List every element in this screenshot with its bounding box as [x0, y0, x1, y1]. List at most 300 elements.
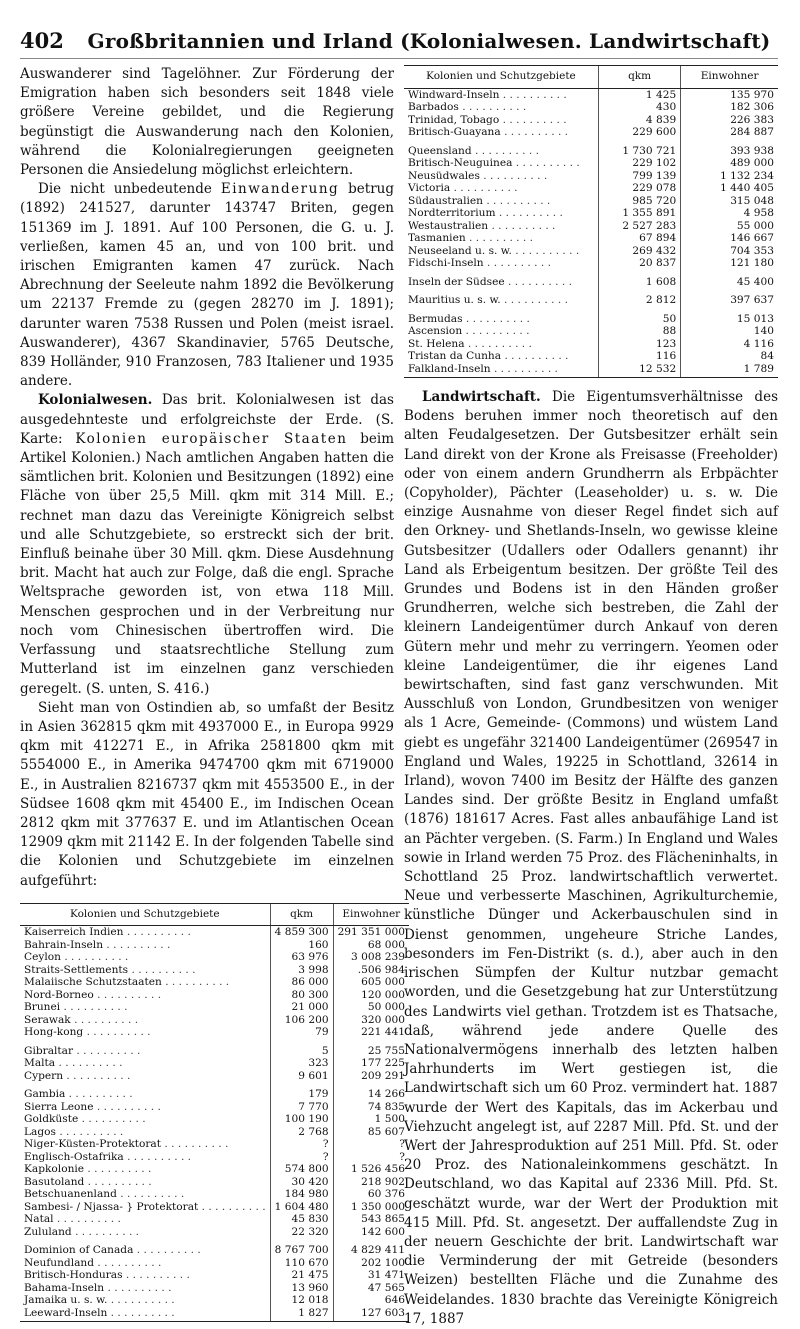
- colony-name-text: Zululand: [24, 1225, 72, 1238]
- colony-population: 4 829 411: [333, 1238, 409, 1257]
- table-row: [20, 1039, 409, 1058]
- leader-dots: [501, 126, 568, 138]
- colony-name-text: St. Helena: [408, 337, 465, 350]
- leader-dots: [124, 1151, 191, 1163]
- colony-name: [20, 1201, 270, 1214]
- leader-dots: [103, 939, 170, 951]
- colony-name-text: Neuseeland u. s. w.: [408, 244, 512, 257]
- table-row: [20, 1151, 409, 1164]
- colony-name-text: Hong-kong: [24, 1026, 84, 1039]
- colony-name: [20, 1257, 270, 1270]
- colony-population: 226 383: [681, 114, 778, 127]
- colony-name-text: Basutoland: [24, 1175, 85, 1188]
- colony-area: 1 827: [270, 1307, 333, 1322]
- leader-dots: [466, 232, 533, 244]
- colony-area: 50: [598, 307, 680, 326]
- colony-name: [20, 1057, 270, 1070]
- colony-population: 121 180: [681, 257, 778, 270]
- leader-dots: [94, 1101, 161, 1113]
- colony-population: 140: [681, 325, 778, 338]
- colony-name-text: Westaustralien: [408, 219, 489, 232]
- right-column: [404, 65, 778, 1329]
- colony-name-text: Jamaika u. s. w.: [24, 1294, 108, 1307]
- leader-dots: [505, 276, 572, 288]
- colony-population: 68 000: [333, 939, 409, 952]
- colony-name-text: Straits-Settlements: [24, 963, 129, 976]
- table-row: [404, 325, 778, 338]
- leader-dots: [78, 1113, 145, 1125]
- leader-dots: [65, 1088, 132, 1100]
- colony-population: 55 000: [681, 220, 778, 233]
- col-header-pop: Einwohner: [681, 66, 778, 89]
- colony-name-text: Kapkolonie: [24, 1163, 85, 1176]
- table-row: [20, 1057, 409, 1070]
- colony-name-text: Serawak: [24, 1013, 71, 1026]
- colony-population: 221 441: [333, 1026, 409, 1039]
- colony-population: 209 291: [333, 1070, 409, 1083]
- colony-population: ?: [333, 1151, 409, 1164]
- colony-population: 142 600: [333, 1226, 409, 1239]
- colony-name: [20, 1213, 270, 1226]
- table-row: [20, 1126, 409, 1139]
- colony-population: 127 603: [333, 1307, 409, 1322]
- colony-area: 1 604 480: [270, 1201, 333, 1214]
- colony-name: [404, 195, 598, 208]
- table-row: [404, 232, 778, 245]
- colony-area: 9 601: [270, 1070, 333, 1083]
- colony-name-text: Malta: [24, 1057, 56, 1070]
- leader-dots: [480, 170, 547, 182]
- colony-area: 4 859 300: [270, 926, 333, 939]
- colony-area: 985 720: [598, 195, 680, 208]
- table-row: [20, 1201, 409, 1214]
- leader-dots: [472, 145, 539, 157]
- colony-name: [404, 288, 598, 307]
- colony-name-text: Südaustralien: [408, 194, 483, 207]
- colony-area: 21 475: [270, 1269, 333, 1282]
- colony-population: 320 000: [333, 1014, 409, 1027]
- leader-dots: [491, 363, 558, 375]
- colony-area: 67 894: [598, 232, 680, 245]
- table-body: [404, 88, 778, 378]
- colony-name-text: Britisch-Honduras: [24, 1269, 123, 1282]
- leader-dots: [117, 1188, 184, 1200]
- colony-area: 106 200: [270, 1014, 333, 1027]
- leader-dots: [496, 207, 563, 219]
- colony-population: 284 887: [681, 126, 778, 139]
- colony-population: 1 132 234: [681, 170, 778, 183]
- colony-name-text: Malaiische Schutzstaaten: [24, 976, 162, 989]
- section-heading: Kolonialwesen.: [38, 392, 153, 409]
- colony-name-text: Natal: [24, 1213, 54, 1226]
- colony-population: 25 755: [333, 1039, 409, 1058]
- colony-name: [20, 1151, 270, 1164]
- colony-area: 323: [270, 1057, 333, 1070]
- leader-dots: [83, 1026, 150, 1038]
- colony-population: 315 048: [681, 195, 778, 208]
- colony-area: ?: [270, 1138, 333, 1151]
- leader-dots: [61, 951, 128, 963]
- colony-name: [20, 1082, 270, 1101]
- leader-dots: [161, 1138, 228, 1150]
- colony-area: 20 837: [598, 257, 680, 270]
- table-row: [20, 1138, 409, 1151]
- colony-population: 177 225: [333, 1057, 409, 1070]
- paragraph-agriculture: [404, 388, 778, 1329]
- colony-name-text: Windward-Inseln: [408, 88, 500, 101]
- colony-name: [404, 363, 598, 378]
- colony-name-text: Ascension: [408, 325, 463, 337]
- table-row: [404, 101, 778, 114]
- col-header-name: Kolonien und Schutzgebiete: [404, 66, 598, 89]
- colony-name: [404, 157, 598, 170]
- colony-area: 100 190: [270, 1113, 333, 1126]
- colony-area: 269 432: [598, 245, 680, 258]
- colony-area: 12 532: [598, 363, 680, 378]
- col-header-pop: Einwohner: [333, 903, 409, 926]
- leader-dots: [71, 1014, 138, 1026]
- colony-name: [404, 182, 598, 195]
- colony-population: 1 440 405: [681, 182, 778, 195]
- colony-name: [404, 232, 598, 245]
- colony-name: [404, 88, 598, 101]
- colony-population: 45 400: [681, 270, 778, 289]
- table-row: [20, 1257, 409, 1270]
- paragraph-possessions: Sieht man von Ostindien ab, so umfaßt der Besitz in Asien 362815 qkm mit 4937000 E., in Europa 9929 qkm mit 412271 E., in Afrika 2581800 qkm mit 5554000 E., in Amerika 9474700 qkm mit 6719000 E., in Australien 8216737 qkm mit 4553500 E., in der Südsee 1608 qkm mit 45400 E., im Indischen Ocean 2812 qkm mit 377637 E. und im Atlantischen Ocean 12909 qkm mit 21142 E. In der folgenden Tabelle sind die Kolonien und Schutzgebiete im einzelnen aufgeführt:: [20, 699, 394, 889]
- colony-name-text: Niger-Küsten-Protektorat: [24, 1138, 162, 1151]
- colony-name-text: Gibraltar: [24, 1044, 74, 1057]
- colony-area: 80 300: [270, 989, 333, 1002]
- table-row: [404, 170, 778, 183]
- table-row: [20, 1307, 409, 1322]
- colony-name: [20, 1163, 270, 1176]
- colony-area: 2 812: [598, 288, 680, 307]
- colony-population: 291 351 000: [333, 926, 409, 939]
- paragraph-emigration: Auswanderer sind Tagelöhner. Zur Förderung der Emigration haben sich besonders seit 1848 viele größere Vereine gebildet, und die Regierung begünstigt die Auswanderung nach den Kolonien, während die Kolonialregierungen geeigneten Personen die Ansiedelung möglichst erleichtern.: [20, 66, 394, 179]
- table-row: [404, 88, 778, 101]
- leader-dots: [123, 1269, 190, 1281]
- colonies-table-left: [20, 903, 409, 1323]
- spaced-term: Einwanderung: [220, 181, 340, 198]
- colony-name-text: Gambia: [24, 1088, 66, 1101]
- colony-population: 146 667: [681, 232, 778, 245]
- colony-name-text: Tasmanien: [408, 232, 466, 244]
- colony-area: 574 800: [270, 1163, 333, 1176]
- text-run: Die nicht unbedeutende: [38, 181, 221, 198]
- colony-name: [20, 1039, 270, 1058]
- table-row: [404, 195, 778, 208]
- leader-dots: [512, 245, 579, 257]
- colony-name-text: Fidschi-Inseln: [408, 257, 484, 269]
- colony-area: 2 527 283: [598, 220, 680, 233]
- colony-name: [20, 1070, 270, 1083]
- colony-name-text: Trinidad, Tobago: [408, 113, 500, 126]
- colony-population: 605 000: [333, 976, 409, 989]
- leader-dots: [484, 257, 551, 269]
- leader-dots: [462, 325, 529, 337]
- leader-dots: [72, 1226, 139, 1238]
- colony-name: [404, 245, 598, 258]
- table-row: [20, 1026, 409, 1039]
- colony-area: 13 960: [270, 1282, 333, 1295]
- colony-area: 3 998: [270, 964, 333, 977]
- table-row: [20, 976, 409, 989]
- colony-name: [20, 1188, 270, 1201]
- colony-name: [20, 1001, 270, 1014]
- colony-name-text: Englisch-Ostafrika: [24, 1150, 124, 1163]
- colony-area: 123: [598, 338, 680, 351]
- colony-name: [20, 1101, 270, 1114]
- two-column-body: [20, 65, 778, 1329]
- table-row: [20, 1226, 409, 1239]
- colony-name: [20, 1269, 270, 1282]
- colony-name: [404, 170, 598, 183]
- colony-name: [20, 1138, 270, 1151]
- colony-name: [404, 139, 598, 158]
- colony-name: [404, 220, 598, 233]
- colony-area: 12 018: [270, 1294, 333, 1307]
- leader-dots: [463, 313, 530, 325]
- table-row: [20, 1176, 409, 1189]
- leader-dots: [465, 338, 532, 350]
- table-row: [404, 126, 778, 139]
- colony-name-text: Nord-Borneo: [24, 988, 94, 1001]
- colony-population: 84: [681, 350, 778, 363]
- colony-name: [20, 951, 270, 964]
- colony-name-text: Bermudas: [408, 312, 463, 325]
- text-run: betrug (1892) 241527, darunter 143747 Briten, gegen 151369 im J. 1891. Auf 100 Personen, die G. u. J. verließen, kamen 45 an, und von 100 brit. und irischen Emigranten kamen 47 zurück. Nach Abrechnung der Seeleute nahm 1892 die Bevölkerung um 22137 Fremde zu (gegen 28270 im J. 1891); darunter waren 7538 Russen und Polen (meist israel. Auswanderer), 4367 Skandinavier, 5765 Deutsche, 839 Holländer, 910 Franzosen, 783 Italiener und 1935 andere.: [20, 181, 394, 390]
- table-row: [20, 1101, 409, 1114]
- table-row: [404, 245, 778, 258]
- table-row: [20, 939, 409, 952]
- colony-name-text: Neusüdwales: [408, 169, 480, 182]
- col-header-area: qkm: [270, 903, 333, 926]
- colony-population: 202 100: [333, 1257, 409, 1270]
- leader-dots: [54, 1213, 121, 1225]
- page-number: 402: [20, 28, 64, 53]
- colony-area: 63 976: [270, 951, 333, 964]
- colony-population: 1 789: [681, 363, 778, 378]
- table-row: [404, 307, 778, 326]
- table-row: [20, 951, 409, 964]
- table-row: [20, 1282, 409, 1295]
- leader-dots: [459, 101, 526, 113]
- table-row: [404, 220, 778, 233]
- colony-name: [20, 1176, 270, 1189]
- leader-dots: [55, 1057, 122, 1069]
- table-row: [404, 350, 778, 363]
- leader-dots: [488, 220, 555, 232]
- colony-area: 229 078: [598, 182, 680, 195]
- colony-name-text: Nordterritorium: [408, 207, 496, 219]
- colony-area: 179: [270, 1082, 333, 1101]
- table-row: [404, 363, 778, 378]
- colony-area: 430: [598, 101, 680, 114]
- table-row: [20, 1188, 409, 1201]
- colony-population: 60 376: [333, 1188, 409, 1201]
- leader-dots: [512, 157, 579, 169]
- leader-dots: [133, 1244, 200, 1256]
- table-row: [404, 338, 778, 351]
- colony-population: 4 116: [681, 338, 778, 351]
- colony-area: 22 320: [270, 1226, 333, 1239]
- colony-population: .506 984: [333, 964, 409, 977]
- colony-population: 182 306: [681, 101, 778, 114]
- colony-area: 21 000: [270, 1001, 333, 1014]
- leader-dots: [107, 1307, 174, 1319]
- colony-name: [20, 926, 270, 939]
- colony-population: 704 353: [681, 245, 778, 258]
- colony-name-text: Cypern: [24, 1069, 64, 1082]
- colony-name-text: Queensland: [408, 144, 472, 157]
- leader-dots: [104, 1282, 171, 1294]
- leader-dots: [94, 989, 161, 1001]
- colony-area: 110 670: [270, 1257, 333, 1270]
- colony-population: 218 902: [333, 1176, 409, 1189]
- colony-population: 1 500: [333, 1113, 409, 1126]
- colony-population: 4 958: [681, 207, 778, 220]
- colony-name-text: Falkland-Inseln: [408, 362, 491, 375]
- text-run: Das brit. Kolonialwesen ist das ausgedehnteste und erfolgreichste der Erde. (S. Karte:: [20, 392, 394, 447]
- table-row: [404, 114, 778, 127]
- colony-name-text: Goldküste: [24, 1113, 79, 1126]
- colony-area: 160: [270, 939, 333, 952]
- colony-name: [20, 1226, 270, 1239]
- table-row: [404, 270, 778, 289]
- table-row: [404, 182, 778, 195]
- colony-name: [20, 976, 270, 989]
- colony-population: 74 835: [333, 1101, 409, 1114]
- colony-name-text: Neufundland: [24, 1256, 95, 1269]
- table-row: [404, 257, 778, 270]
- table-body: [20, 926, 409, 1322]
- leader-dots: [198, 1201, 265, 1213]
- leader-dots: [84, 1163, 151, 1175]
- table-row: [20, 1082, 409, 1101]
- colony-name: [404, 325, 598, 338]
- colony-population: 393 938: [681, 139, 778, 158]
- colony-area: 229 600: [598, 126, 680, 139]
- colony-name-text: Victoria: [408, 182, 451, 194]
- colony-name: [20, 964, 270, 977]
- colony-area: 184 980: [270, 1188, 333, 1201]
- colony-area: 79: [270, 1026, 333, 1039]
- table-row: [20, 989, 409, 1002]
- colony-area: 1 608: [598, 270, 680, 289]
- leader-dots: [501, 294, 568, 306]
- colony-name: [404, 101, 598, 114]
- colony-name: [20, 989, 270, 1002]
- table-row: [20, 1113, 409, 1126]
- colony-name-text: Tristan da Cunha: [408, 350, 502, 362]
- leader-dots: [483, 195, 550, 207]
- colony-name-text: Brunei: [24, 1001, 61, 1014]
- colony-name: [404, 350, 598, 363]
- colony-population: 31 471: [333, 1269, 409, 1282]
- colony-name-text: Dominion of Canada: [24, 1244, 134, 1257]
- leader-dots: [499, 89, 566, 101]
- text-run: beim Artikel Kolonien.) Nach amtlichen Angaben hatten die sämtlichen brit. Kolonien und Besitzungen (1892) eine Fläche von über 25,5 Mill. qkm mit 314 Mill. E.; rechnet man dazu das Vereinigte Königreich selbst und alle Schutzgebiete, so erstreckt sich der brit. Einfluß beinahe über 30 Mill. qkm. Diese Ausdehnung brit. Macht hat auch zur Folge, daß die engl. Sprache Weltsprache geworden ist, von etwa 118 Mill. Menschen gesprochen und in der Verbreitung nur noch vom Chinesischen übertroffen wird. Die Verfassung und staatsrechtliche Stellung zum Mutterland ist im einzelnen ganz verschieden geregelt. (S. unten, S. 416.): [20, 430, 394, 697]
- table-row: [20, 964, 409, 977]
- colony-population: 397 637: [681, 288, 778, 307]
- colony-area: 4 839: [598, 114, 680, 127]
- colony-name: [20, 1113, 270, 1126]
- colony-name: [404, 207, 598, 220]
- leader-dots: [450, 182, 517, 194]
- colony-name: [20, 1026, 270, 1039]
- colony-population: 85 607: [333, 1126, 409, 1139]
- colony-population: 646: [333, 1294, 409, 1307]
- running-title: Großbritannien und Irland (Kolonialwesen. Landwirtschaft): [87, 29, 771, 53]
- colony-name-text: Betschuanenland: [24, 1188, 117, 1201]
- colony-name: [404, 114, 598, 127]
- colony-population: 120 000: [333, 989, 409, 1002]
- table-row: [404, 207, 778, 220]
- colony-population: 1 350 000: [333, 1201, 409, 1214]
- leader-dots: [94, 1257, 161, 1269]
- colony-population: 1 526 456: [333, 1163, 409, 1176]
- colony-name: [404, 270, 598, 289]
- paragraph-colonial: [20, 391, 394, 698]
- colony-name-text: Barbados: [408, 101, 459, 113]
- colony-name-text: Britisch-Neuguinea: [408, 157, 513, 169]
- colony-name-text: Lagos: [24, 1125, 56, 1138]
- colony-area: 116: [598, 350, 680, 363]
- leader-dots: [56, 1126, 123, 1138]
- colony-population: 489 000: [681, 157, 778, 170]
- leader-dots: [162, 976, 229, 988]
- colony-name-text: Mauritius u. s. w.: [408, 294, 501, 306]
- colony-area: 30 420: [270, 1176, 333, 1189]
- colony-name-text: Bahrain-Inseln: [24, 938, 104, 951]
- colony-name: [20, 1014, 270, 1027]
- colony-area: 2 768: [270, 1126, 333, 1139]
- left-column: [20, 65, 405, 1329]
- colony-population: 135 970: [681, 88, 778, 101]
- colony-area: 5: [270, 1039, 333, 1058]
- table-row: [20, 1269, 409, 1282]
- leader-dots: [107, 1294, 174, 1306]
- leader-dots: [124, 926, 191, 938]
- colony-name-text: Inseln der Südsee: [408, 275, 505, 288]
- leader-dots: [63, 1070, 130, 1082]
- colony-area: 799 139: [598, 170, 680, 183]
- leader-dots: [60, 1001, 127, 1013]
- col-header-area: qkm: [598, 66, 680, 89]
- colony-name: [20, 1238, 270, 1257]
- table-row: [20, 1014, 409, 1027]
- table-row: [20, 1070, 409, 1083]
- colony-name-text: Bahama-Inseln: [24, 1281, 105, 1294]
- colony-area: 45 830: [270, 1213, 333, 1226]
- leader-dots: [84, 1176, 151, 1188]
- table-row: [20, 1213, 409, 1226]
- table-row: [20, 1238, 409, 1257]
- colony-area: 1 730 721: [598, 139, 680, 158]
- colony-population: 47 565: [333, 1282, 409, 1295]
- colony-population: 543 865: [333, 1213, 409, 1226]
- colony-name: [20, 939, 270, 952]
- text-run: Die Eigentumsverhältnisse des Bodens beruhen immer noch theoretisch auf den alten Feudalgesetzen. Der Gutsbesitzer erhält sein Land direkt von der Krone als Freisasse (Freeholder) oder von einem andern Grundherrn als Erbpächter (Copyholder), Pächter (Leaseholder) u. s. w. Die einzige Ausnahme von dieser Regel findet sich auf den Orkney- und Shetlands-Inseln, wo gewisse kleine Gutsbesitzer (Udallers oder Odallers genannt) ihr Land als Erbeigentum besitzen. Der größte Teil des Grundes und Bodens ist in den Händen großer Grundherren, welche sich bestreben, die Zahl der kleinern Landeigentümer durch Ankauf von deren Gütern mehr und mehr zu verringern. Yeomen oder kleine Landeigentümer, die ihr eigenes Land bewirtschaften, sind fast ganz verschwunden. Mit Ausschluß von London, Grundbesitzen von weniger als 1 Acre, Gemeinde- (Commons) und wüstem Land giebt es ungefähr 321400 Landeigentümer (269547 in England und Wales, 19225 in Schottland, 32614 in Irland), wovon 7400 im Besitz der Hälfte des ganzen Landes sind. Der größte Besitz in England umfaßt (1876) 181617 Acres. Fast alles anbaufähige Land ist an Pächter vergeben. (S. Farm.) In England und Wales sowie in Irland werden 75 Proz. des Flächeninhalts, in Schottland 25 Proz. landwirtschaftlich verwertet. Neue und verbesserte Maschinen, Agrikulturchemie, künstliche Dünger und Ackerbauschulen sind in Dienst genommen, ungeheure Striche Landes, besonders im Fen-Distrikt (s. d.), aber auch in den irischen Sümpfen der Kultur nutzbar gemacht worden, und die Gesetzgebung hat zur Unterstützung des Landwirts viel gethan. Trotzdem ist es Thatsache, daß, während jede andere Quelle des Nationalvermögens innerhalb des letzten halben Jahrhunderts im Wert gestiegen ist, die Landwirtschaft sich um 60 Proz. vermindert hat. 1887 wurde der Wert des Kapitals, das im Ackerbau und Viehzucht angelegt ist, auf 2287 Mill. Pfd. St. und der Wert der Jahresproduktion auf 251 Mill. Pfd. St. oder 20 Proz. des Nationaleinkommens geschätzt. In Deutschland, wo das Kapital auf 2336 Mill. Pfd. St. geschätzt wurde, war der Wert der Produktion mit 415 Mill. Pfd. St. angesetzt. Der auffallendste Zug in der neuern Geschichte der brit. Landwirtschaft war die Verminderung der mit Getreide (besonders Weizen) bestellten Fläche und die Zunahme des Weidelandes. 1830 brachte das Vereinigte Königreich 17, 1887: [404, 389, 778, 1327]
- colony-area: 88: [598, 325, 680, 338]
- colony-population: 50 000: [333, 1001, 409, 1014]
- page-header: [20, 28, 778, 59]
- table-row: [404, 157, 778, 170]
- colony-area: 86 000: [270, 976, 333, 989]
- colonies-table-right: [404, 65, 778, 378]
- colony-name-text: Leeward-Inseln: [24, 1306, 108, 1319]
- colony-area: 7 770: [270, 1101, 333, 1114]
